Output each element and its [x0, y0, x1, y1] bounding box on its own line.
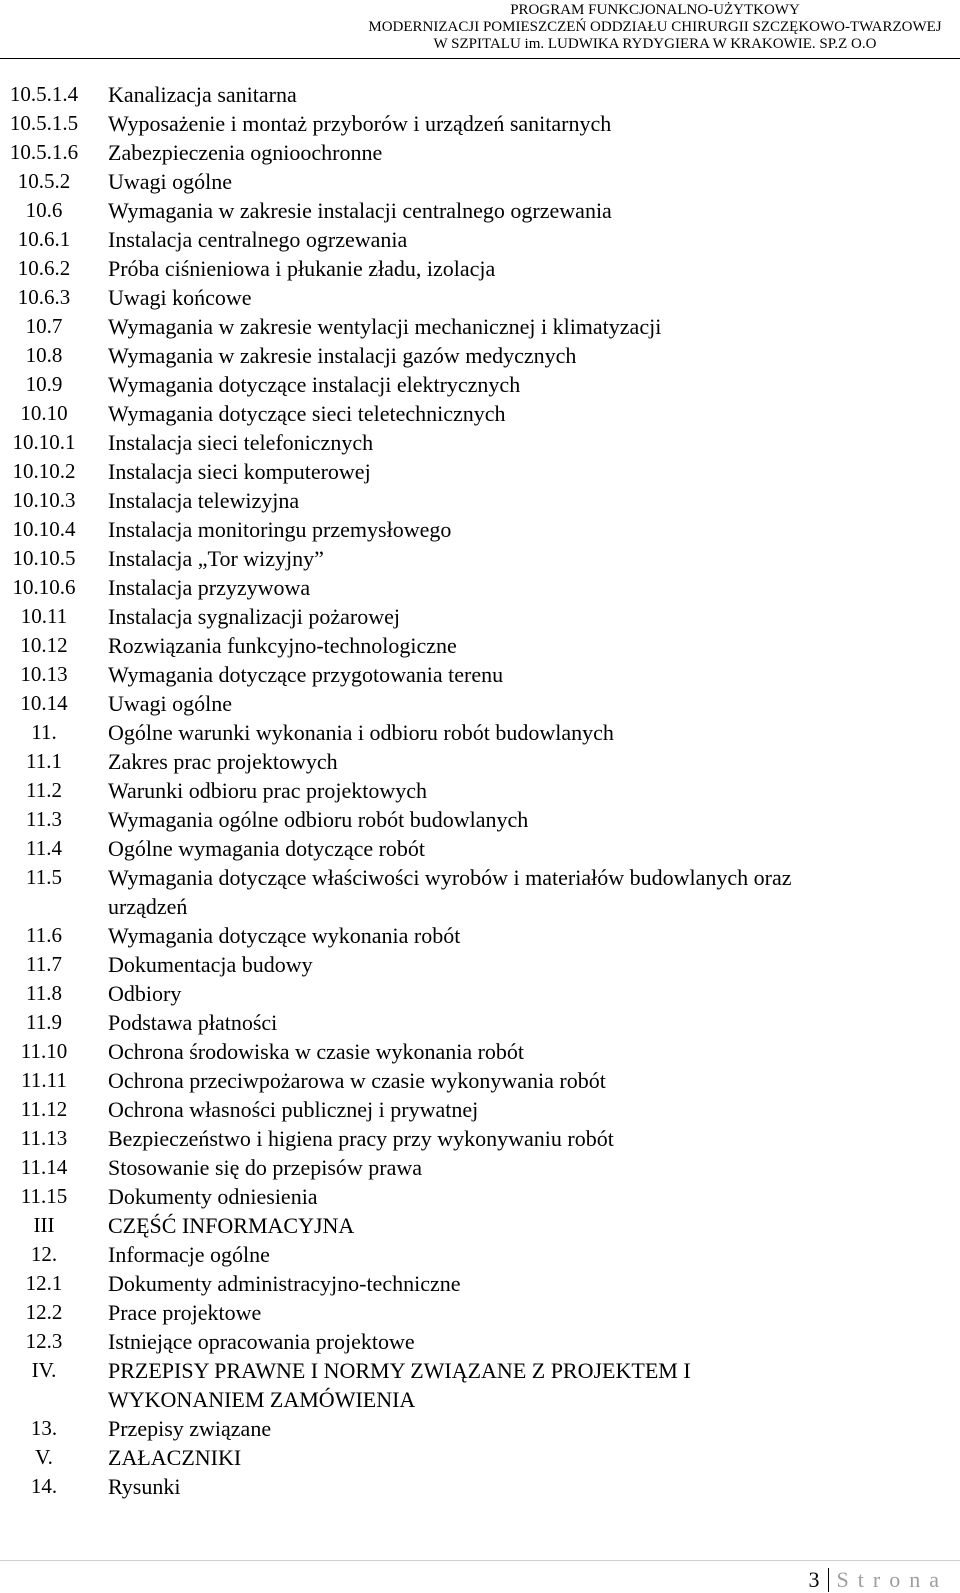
toc-entry-number: 10.5.1.4	[9, 82, 79, 106]
toc-entry	[0, 225, 960, 254]
toc-entry-title: Wymagania w zakresie instalacji centralnego ogrzewania	[108, 198, 612, 223]
toc-entry-number: 12.1	[25, 1271, 63, 1295]
toc-entry-number: 10.5.1.6	[9, 140, 79, 164]
toc-entry-number: 11.15	[20, 1184, 68, 1208]
toc-entry-title: Istniejące opracowania projektowe	[108, 1329, 415, 1354]
toc-entry-title: Ogólne wymagania dotyczące robót	[108, 836, 426, 861]
toc-entry-number: III	[33, 1213, 55, 1237]
toc-entry-number: 10.10.4	[12, 517, 76, 541]
toc-entry-title: Ochrona środowiska w czasie wykonania robót	[108, 1039, 525, 1064]
toc-entry-number: 10.5.2	[17, 169, 71, 193]
toc-entry-number: 11.3	[26, 807, 62, 831]
toc-entry-title: Wymagania dotyczące wykonania robót	[108, 923, 461, 948]
page-header	[0, 2, 960, 53]
toc-entry-title: Ogólne warunki wykonania i odbioru robót budowlanych	[108, 720, 614, 745]
toc-entry-number: 10.5.1.5	[9, 111, 79, 135]
footer-separator	[828, 1568, 829, 1592]
toc-entry-number: 10.6.3	[17, 285, 71, 309]
toc-entry	[0, 341, 960, 370]
toc-entry-number: 11.7	[26, 952, 62, 976]
toc-entry-number: 12.2	[25, 1300, 63, 1324]
toc-entry	[0, 109, 960, 138]
page-word: Strona	[836, 1567, 948, 1592]
toc-entry-title: Podstawa płatności	[108, 1010, 278, 1035]
toc-entry-number: 11.	[31, 720, 57, 744]
toc-entry	[0, 167, 960, 196]
toc-entry	[0, 80, 960, 109]
toc-entry	[0, 1269, 960, 1298]
toc-entry	[0, 1066, 960, 1095]
page-number: 3	[808, 1567, 820, 1592]
toc-entry-title: Instalacja centralnego ogrzewania	[108, 227, 408, 252]
toc-entry	[0, 1327, 960, 1356]
toc-entry-title: Instalacja monitoringu przemysłowego	[108, 517, 452, 542]
toc-entry	[0, 1356, 960, 1414]
toc-entry-title: Dokumenty odniesienia	[108, 1184, 318, 1209]
toc-entry-number: 11.1	[26, 749, 62, 773]
toc-entry-number: 11.6	[26, 923, 62, 947]
toc-entry	[0, 660, 960, 689]
toc-entry-number: 10.10.3	[12, 488, 76, 512]
toc-entry-title: Przepisy związane	[108, 1416, 272, 1441]
toc-entry	[0, 1414, 960, 1443]
toc-entry-title: Dokumenty administracyjno-techniczne	[108, 1271, 461, 1296]
toc-entry	[0, 921, 960, 950]
toc-entry-title: Rozwiązania funkcyjno-technologiczne	[108, 633, 457, 658]
toc-entry-title: Warunki odbioru prac projektowych	[108, 778, 427, 803]
header-line-1: PROGRAM FUNKCJONALNO-UŻYTKOWY	[510, 2, 800, 18]
toc-entry-number: 11.12	[20, 1097, 68, 1121]
toc-entry-number: 11.14	[20, 1155, 68, 1179]
toc-entry-title: Uwagi końcowe	[108, 285, 252, 310]
toc-entry-number: 10.12	[20, 633, 68, 657]
toc-entry-number: 11.5	[26, 865, 62, 889]
toc-entry-title: Zabezpieczenia ognioochronne	[108, 140, 383, 165]
toc-entry-number: 12.	[30, 1242, 58, 1266]
toc-entry	[0, 1182, 960, 1211]
toc-entry	[0, 1298, 960, 1327]
toc-entry	[0, 486, 960, 515]
toc-entry	[0, 370, 960, 399]
toc-entry	[0, 602, 960, 631]
toc-entry-title: Rysunki	[108, 1474, 181, 1499]
toc-entry-number: 11.11	[21, 1068, 67, 1092]
table-of-contents	[0, 80, 960, 1501]
toc-entry-number: 14.	[30, 1474, 58, 1498]
toc-entry	[0, 1472, 960, 1501]
toc-entry-title: Wyposażenie i montaż przyborów i urządzeń sanitarnych	[108, 111, 612, 136]
toc-entry-title: Ochrona przeciwpożarowa w czasie wykonywania robót	[108, 1068, 606, 1093]
toc-entry-title: Wymagania dotyczące instalacji elektrycznych	[108, 372, 521, 397]
toc-entry-number: 10.10.6	[12, 575, 76, 599]
toc-entry	[0, 138, 960, 167]
toc-entry	[0, 196, 960, 225]
toc-entry-title: Kanalizacja sanitarna	[108, 82, 297, 107]
toc-entry	[0, 776, 960, 805]
toc-entry-number: 10.7	[25, 314, 63, 338]
toc-entry-number: 10.13	[20, 662, 68, 686]
toc-entry-title: Instalacja sygnalizacji pożarowej	[108, 604, 400, 629]
toc-entry	[0, 979, 960, 1008]
toc-entry-title: Zakres prac projektowych	[108, 749, 338, 774]
toc-entry	[0, 631, 960, 660]
toc-entry-title: Ochrona własności publicznej i prywatnej	[108, 1097, 479, 1122]
toc-entry-title: Informacje ogólne	[108, 1242, 270, 1267]
toc-entry-title: ZAŁACZNIKI	[108, 1445, 242, 1470]
toc-entry-number: 10.6.2	[17, 256, 71, 280]
toc-entry	[0, 950, 960, 979]
toc-entry	[0, 1124, 960, 1153]
toc-entry-number: V.	[35, 1445, 53, 1469]
toc-entry-title: Instalacja telewizyjna	[108, 488, 300, 513]
toc-entry	[0, 515, 960, 544]
toc-entry-number: 10.6.1	[17, 227, 71, 251]
toc-entry	[0, 747, 960, 776]
toc-entry-number: IV.	[31, 1358, 57, 1382]
toc-entry	[0, 1037, 960, 1066]
toc-entry-number: 10.10	[20, 401, 68, 425]
toc-entry-number: 11.10	[20, 1039, 68, 1063]
toc-entry-title: Instalacja sieci telefonicznych	[108, 430, 374, 455]
toc-entry	[0, 573, 960, 602]
toc-entry	[0, 805, 960, 834]
toc-entry-title: Wymagania w zakresie instalacji gazów medycznych	[108, 343, 577, 368]
toc-entry	[0, 1153, 960, 1182]
toc-entry-number: 10.8	[25, 343, 63, 367]
toc-entry-number: 10.14	[20, 691, 68, 715]
toc-entry	[0, 1211, 960, 1240]
toc-entry-number: 12.3	[25, 1329, 63, 1353]
toc-entry-title: Dokumentacja budowy	[108, 952, 313, 977]
toc-entry	[0, 399, 960, 428]
toc-entry-number: 10.6	[25, 198, 63, 222]
toc-entry-number: 11.8	[26, 981, 62, 1005]
header-line-3: W SZPITALU im. LUDWIKA RYDYGIERA W KRAKOWIE. SP.Z O.O	[433, 36, 877, 52]
toc-entry-title: Uwagi ogólne	[108, 691, 233, 716]
toc-entry-number: 11.4	[26, 836, 62, 860]
toc-entry-number: 11.13	[20, 1126, 68, 1150]
toc-entry-number: 10.10.2	[12, 459, 76, 483]
toc-entry	[0, 863, 960, 921]
toc-entry	[0, 544, 960, 573]
toc-entry-title: Próba ciśnieniowa i płukanie zładu, izolacja	[108, 256, 496, 281]
toc-entry-title: Wymagania w zakresie wentylacji mechanicznej i klimatyzacji	[108, 314, 662, 339]
toc-entry-number: 13.	[30, 1416, 58, 1440]
toc-entry	[0, 689, 960, 718]
toc-entry	[0, 1443, 960, 1472]
page-footer	[809, 1567, 948, 1593]
toc-entry-number: 10.11	[20, 604, 68, 628]
toc-entry-title: PRZEPISY PRAWNE I NORMY ZWIĄZANE Z PROJEKTEM I WYKONANIEM ZAMÓWIENIA	[108, 1358, 691, 1412]
toc-entry	[0, 1095, 960, 1124]
toc-entry-number: 10.10.1	[12, 430, 76, 454]
toc-entry	[0, 254, 960, 283]
toc-entry	[0, 1240, 960, 1269]
toc-entry	[0, 457, 960, 486]
toc-entry-title: Instalacja sieci komputerowej	[108, 459, 371, 484]
toc-entry-number: 11.9	[26, 1010, 62, 1034]
toc-entry-title: Wymagania dotyczące sieci teletechnicznych	[108, 401, 506, 426]
toc-entry-title: Wymagania dotyczące właściwości wyrobów i materiałów budowlanych oraz urządzeń	[108, 865, 792, 919]
toc-entry	[0, 428, 960, 457]
toc-entry-title: Bezpieczeństwo i higiena pracy przy wykonywaniu robót	[108, 1126, 614, 1151]
footer-divider	[0, 1560, 960, 1561]
toc-entry	[0, 1008, 960, 1037]
toc-entry-title: CZĘŚĆ INFORMACYJNA	[108, 1213, 355, 1238]
toc-entry	[0, 834, 960, 863]
toc-entry	[0, 312, 960, 341]
toc-entry-number: 10.10.5	[12, 546, 76, 570]
toc-entry-title: Odbiory	[108, 981, 182, 1006]
toc-entry-title: Uwagi ogólne	[108, 169, 233, 194]
toc-entry	[0, 718, 960, 747]
toc-entry	[0, 283, 960, 312]
toc-entry-title: Wymagania dotyczące przygotowania terenu	[108, 662, 504, 687]
toc-entry-title: Stosowanie się do przepisów prawa	[108, 1155, 423, 1180]
toc-entry-title: Wymagania ogólne odbioru robót budowlanych	[108, 807, 529, 832]
toc-entry-title: Instalacja przyzywowa	[108, 575, 311, 600]
toc-entry-number: 11.2	[26, 778, 62, 802]
header-divider	[0, 58, 960, 59]
toc-entry-title: Instalacja „Tor wizyjny”	[108, 546, 324, 571]
toc-entry-number: 10.9	[25, 372, 63, 396]
header-line-2: MODERNIZACJI POMIESZCZEŃ ODDZIAŁU CHIRURGII SZCZĘKOWO-TWARZOWEJ	[368, 19, 942, 35]
toc-entry-title: Prace projektowe	[108, 1300, 262, 1325]
